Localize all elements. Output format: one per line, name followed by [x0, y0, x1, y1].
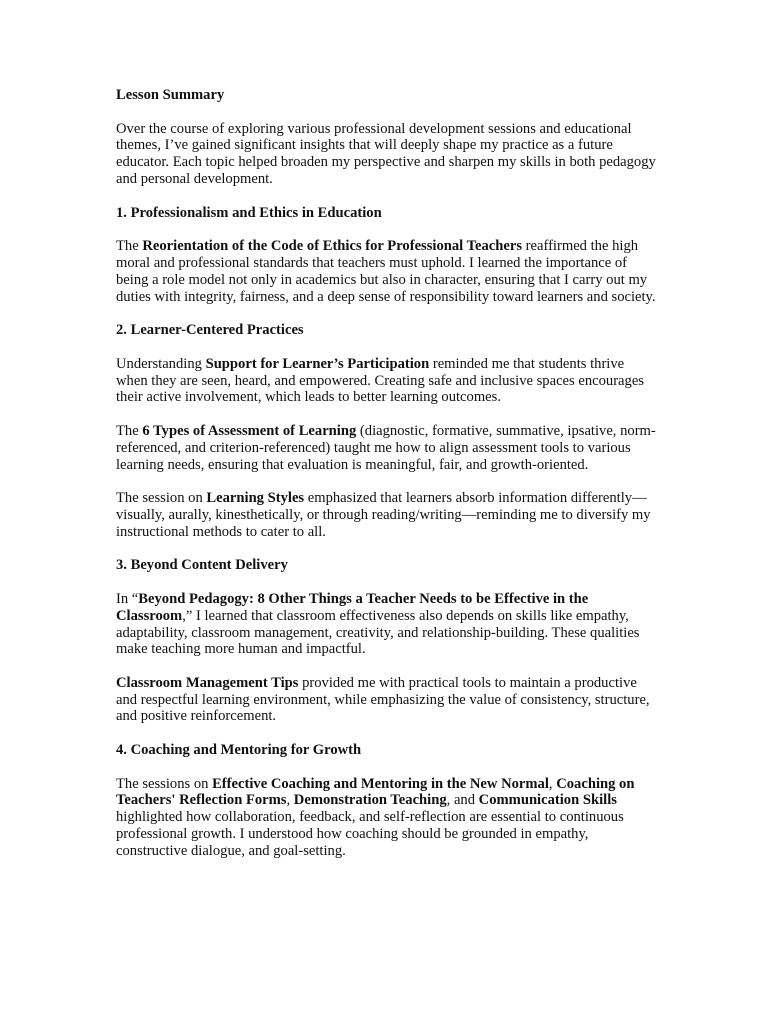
section-2-paragraph-1	[116, 356, 656, 406]
bold-run: Communication Skills	[478, 792, 617, 809]
bold-run: Classroom Management Tips	[116, 674, 299, 691]
text-run: The	[116, 238, 143, 255]
document-page	[116, 87, 656, 876]
section-2-paragraph-3	[116, 490, 656, 540]
text-run: ,	[548, 775, 557, 792]
section-3-paragraph-1	[116, 591, 656, 658]
bold-run: Support for Learner’s Participation	[205, 355, 430, 372]
text-run: , and	[446, 792, 479, 809]
section-4-heading: 4. Coaching and Mentoring for Growth	[116, 742, 362, 759]
text-run: reminded me that students thrive when they are seen, heard, and empowered. Creating safe and inclusive spaces encourages their active involvement, which leads to better learning outcomes.	[116, 355, 644, 406]
text-run: reaffirmed the high moral and professional standards that teachers must uphold. I learned the importance of being a role model not only in academics but also in character, ensuring that I carry out my duties with integrity, fairness, and a deep sense of responsibility toward learners and society.	[116, 238, 656, 305]
section-2-heading: 2. Learner-Centered Practices	[116, 322, 304, 339]
section-1-paragraph	[116, 238, 656, 305]
text-run: The sessions on	[116, 775, 213, 792]
bold-run: Demonstration Teaching	[293, 792, 447, 809]
section-3-heading: 3. Beyond Content Delivery	[116, 557, 288, 574]
section-4-paragraph-1	[116, 776, 656, 860]
text-run: emphasized that learners absorb information differently—visually, aurally, kinesthetically, or through reading/writing—reminding me to diversify my instructional methods to cater to all.	[116, 490, 651, 540]
bold-run: Learning Styles	[206, 490, 305, 507]
text-run: ,” I learned that classroom effectiveness also depends on skills like empathy, adaptability, classroom management, creativity, and relationship-building. These qualities make teaching more human and impactful.	[116, 607, 640, 658]
bold-run: Effective Coaching and Mentoring in the New Normal	[212, 775, 549, 792]
text-run: ,	[286, 792, 294, 809]
section-1-heading: 1. Professionalism and Ethics in Education	[116, 204, 382, 221]
text-run: provided me with practical tools to maintain a productive and respectful learning environment, while emphasizing the value of consistency, structure, and positive reinforcement.	[116, 674, 650, 725]
text-run: The	[116, 422, 143, 439]
bold-run: 6 Types of Assessment of Learning	[142, 422, 357, 439]
section-2-paragraph-2	[116, 423, 656, 473]
bold-run: Reorientation of the Code of Ethics for Professional Teachers	[142, 238, 523, 255]
text-run: In “	[116, 590, 139, 607]
text-run: The session on	[116, 490, 207, 507]
document-title: Lesson Summary	[116, 87, 225, 103]
text-run: Understanding	[116, 355, 206, 372]
section-3-paragraph-2	[116, 675, 656, 725]
text-run: (diagnostic, formative, summative, ipsative, norm-referenced, and criterion-referenced) taught me how to align assessment tools to various learning needs, ensuring that evaluation is meaningful, fair, and growth-oriented.	[116, 422, 656, 473]
bold-run: Beyond Pedagogy: 8 Other Things a Teacher Needs to be Effective in the Classroom	[116, 590, 589, 624]
bold-run: Coaching on Teachers' Reflection Forms	[116, 775, 635, 809]
text-run: highlighted how collaboration, feedback, and self-reflection are essential to continuous professional growth. I understood how coaching should be grounded in empathy, constructive dialogue, and goal-setting.	[116, 809, 624, 859]
intro-paragraph: Over the course of exploring various professional development sessions and educational themes, I’ve gained significant insights that will deeply shape my practice as a future educator. Each topic helped broaden my perspective and sharpen my skills in both pedagogy and personal development.	[116, 120, 656, 187]
